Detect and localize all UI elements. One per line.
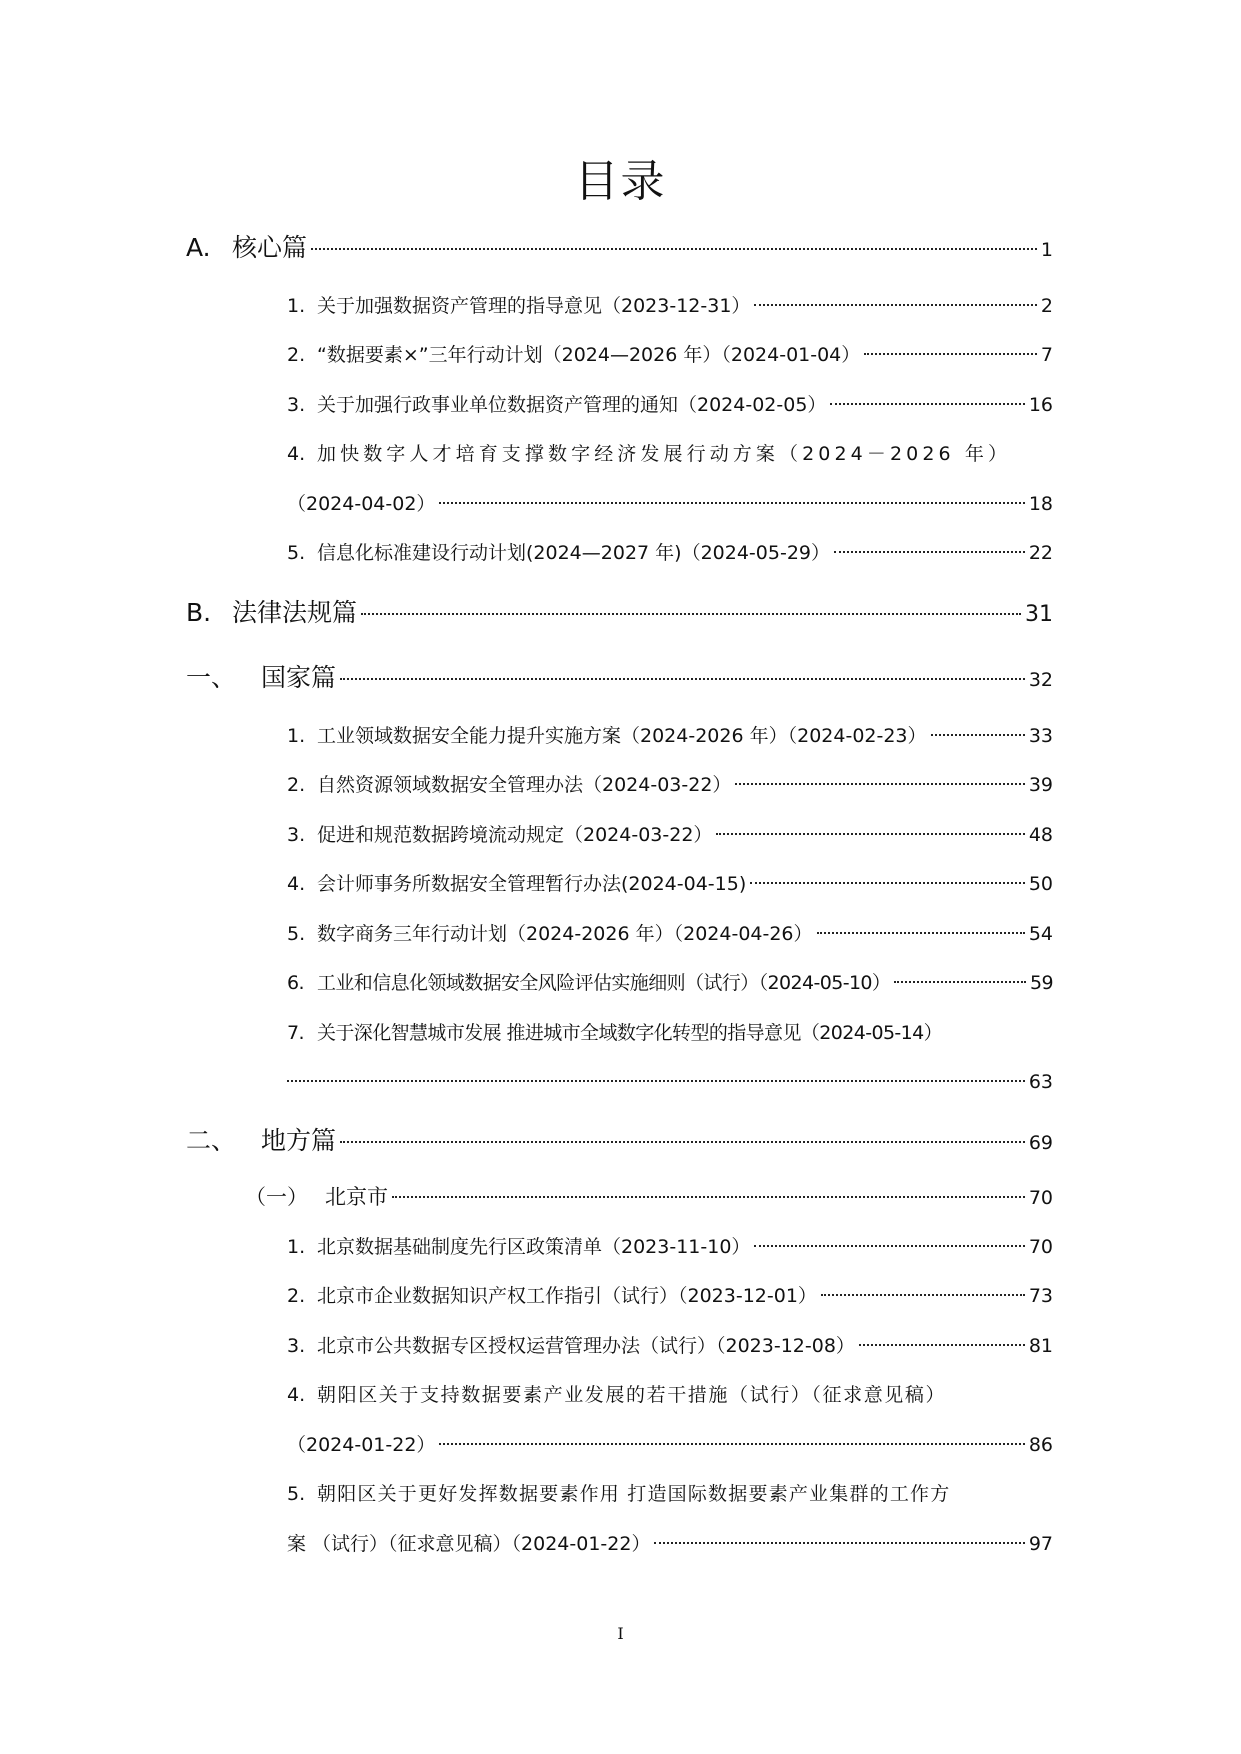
- dot-leader: [817, 932, 1025, 934]
- dot-leader: [821, 1294, 1025, 1296]
- entry-number: 4.: [287, 873, 306, 895]
- entry-title: 北京数据基础制度先行区政策清单（2023-11-10）: [317, 1236, 751, 1258]
- page-ref: 22: [1028, 542, 1053, 564]
- entry-number: 3.: [287, 1335, 306, 1357]
- toc-entry[interactable]: [287, 1232, 1053, 1262]
- entry-title: 信息化标准建设行动计划(2024—2027 年)（2024-05-29）: [317, 542, 830, 564]
- entry-title: 自然资源领域数据安全管理办法（2024-03-22）: [317, 774, 732, 796]
- toc-entry[interactable]: [287, 1281, 1053, 1311]
- entry-title: 北京市企业数据知识产权工作指引（试行）（2023-12-01）: [317, 1285, 817, 1307]
- toc-entry[interactable]: [287, 919, 1053, 949]
- entry-title: 数字商务三年行动计划（2024-2026 年）（2024-04-26）: [317, 923, 813, 945]
- entry-title: “数据要素×”三年行动计划（2024—2026 年）（2024-01-04）: [317, 344, 861, 366]
- section-title: 法律法规篇: [232, 598, 358, 627]
- toc-entry-wrapped[interactable]: [287, 1380, 1053, 1410]
- page-ref: 18: [1028, 493, 1053, 515]
- page-ref: 63: [1028, 1071, 1053, 1093]
- dot-leader: [439, 1443, 1024, 1445]
- dot-leader: [894, 981, 1026, 983]
- toc-chapter-national[interactable]: [186, 660, 1053, 698]
- dot-leader: [311, 248, 1037, 250]
- dot-leader: [361, 613, 1021, 615]
- page-ref: 81: [1028, 1335, 1053, 1357]
- toc-entry[interactable]: [287, 869, 1053, 899]
- toc-entry[interactable]: [287, 340, 1053, 370]
- entry-title: 北京市公共数据专区授权运营管理办法（试行）（2023-12-08）: [317, 1335, 855, 1357]
- page-ref: 97: [1028, 1533, 1053, 1555]
- page-ref: 32: [1028, 669, 1053, 691]
- page-ref: 59: [1030, 972, 1053, 994]
- toc-section-a[interactable]: [186, 230, 1053, 268]
- chapter-label: 一、: [186, 663, 237, 692]
- entry-number: 5.: [287, 1483, 306, 1505]
- toc-subchapter-beijing[interactable]: [245, 1181, 1053, 1214]
- page-title: 目录: [574, 156, 667, 207]
- entry-title: 朝阳区关于支持数据要素产业发展的若干措施（试行）（征求意见稿）: [317, 1384, 947, 1406]
- entry-title-cont: （2024-01-22）: [287, 1434, 436, 1456]
- entry-number: 7.: [287, 1022, 304, 1044]
- toc-entry-wrapped[interactable]: [287, 439, 1053, 469]
- toc-entry-continuation[interactable]: [287, 489, 1053, 519]
- entry-number: 6.: [287, 972, 304, 994]
- entry-title: 加快数字人才培育支撑数字经济发展行动方案（2024－2026 年）: [317, 443, 1012, 465]
- toc-entry-continuation[interactable]: [287, 1067, 1053, 1097]
- entry-title: 会计师事务所数据安全管理暂行办法(2024-04-15): [317, 873, 747, 895]
- dot-leader: [931, 734, 1025, 736]
- dot-leader: [340, 678, 1025, 680]
- toc-entry[interactable]: [287, 538, 1053, 568]
- chapter-label: 二、: [186, 1126, 237, 1155]
- dot-leader: [716, 833, 1024, 835]
- page-ref: 33: [1028, 725, 1053, 747]
- subchapter-title: 北京市: [325, 1185, 388, 1209]
- toc-entry-continuation[interactable]: [287, 1430, 1053, 1460]
- entry-number: 3.: [287, 394, 306, 416]
- page-number: I: [617, 1624, 624, 1643]
- entry-title-cont: （2024-04-02）: [287, 493, 436, 515]
- entry-number: 3.: [287, 824, 306, 846]
- toc-entry[interactable]: [287, 820, 1053, 850]
- dot-leader: [392, 1196, 1025, 1198]
- entry-number: 2.: [287, 774, 306, 796]
- dot-leader: [340, 1141, 1025, 1143]
- page-ref: 86: [1028, 1434, 1053, 1456]
- toc-entry[interactable]: [287, 770, 1053, 800]
- page-ref: 39: [1028, 774, 1053, 796]
- toc-entry[interactable]: [287, 291, 1053, 321]
- page-ref: 2: [1040, 295, 1053, 317]
- entry-title: 关于加强行政事业单位数据资产管理的通知（2024-02-05）: [317, 394, 827, 416]
- dot-leader: [750, 882, 1025, 884]
- dot-leader: [287, 1080, 1025, 1082]
- toc-entry[interactable]: [287, 1331, 1053, 1361]
- page-ref: 1: [1040, 239, 1053, 261]
- entry-number: 1.: [287, 725, 306, 747]
- chapter-title: 国家篇: [261, 663, 337, 692]
- toc-entry[interactable]: [287, 721, 1053, 751]
- toc-entry[interactable]: [287, 390, 1053, 420]
- dot-leader: [439, 502, 1024, 504]
- page-ref: 69: [1028, 1132, 1053, 1154]
- dot-leader: [834, 551, 1025, 553]
- toc-entry-continuation[interactable]: [287, 1529, 1053, 1559]
- entry-number: 1.: [287, 295, 306, 317]
- dot-leader: [864, 353, 1037, 355]
- section-title: 核心篇: [232, 233, 308, 262]
- page-ref: 48: [1028, 824, 1053, 846]
- entry-number: 1.: [287, 1236, 306, 1258]
- dot-leader: [654, 1542, 1024, 1544]
- page-ref: 50: [1028, 873, 1053, 895]
- entry-title: 工业和信息化领域数据安全风险评估实施细则（试行）（2024-05-10）: [317, 972, 891, 994]
- section-label: B.: [186, 598, 212, 627]
- toc-entry[interactable]: [287, 968, 1053, 998]
- toc-chapter-local[interactable]: [186, 1123, 1053, 1161]
- dot-leader: [754, 1245, 1024, 1247]
- chapter-title: 地方篇: [261, 1126, 337, 1155]
- page-ref: 70: [1028, 1187, 1053, 1209]
- dot-leader: [830, 403, 1024, 405]
- entry-title-cont: 案 （试行）（征求意见稿）（2024-01-22）: [287, 1533, 651, 1555]
- page-ref: 31: [1025, 602, 1053, 627]
- entry-number: 5.: [287, 542, 306, 564]
- dot-leader: [735, 783, 1024, 785]
- entry-number: 4.: [287, 1384, 306, 1406]
- dot-leader: [859, 1344, 1025, 1346]
- entry-title: 关于加强数据资产管理的指导意见（2023-12-31）: [317, 295, 751, 317]
- page-ref: 73: [1028, 1285, 1053, 1307]
- entry-number: 5.: [287, 923, 306, 945]
- entry-number: 4.: [287, 443, 306, 465]
- dot-leader: [754, 304, 1036, 306]
- entry-title: 关于深化智慧城市发展 推进城市全域数字化转型的指导意见（2024-05-14）: [317, 1022, 943, 1044]
- subchapter-label: （一）: [245, 1185, 308, 1209]
- toc-section-b[interactable]: [186, 595, 1053, 633]
- entry-number: 2.: [287, 344, 306, 366]
- entry-title: 工业领域数据安全能力提升实施方案（2024-2026 年）（2024-02-23）: [317, 725, 927, 747]
- entry-number: 2.: [287, 1285, 306, 1307]
- page-ref: 54: [1028, 923, 1053, 945]
- entry-title: 促进和规范数据跨境流动规定（2024-03-22）: [317, 824, 713, 846]
- section-label: A.: [186, 233, 211, 262]
- page-ref: 7: [1040, 344, 1053, 366]
- toc-entry-wrapped[interactable]: [287, 1479, 1053, 1509]
- toc-entry-wrapped[interactable]: [287, 1018, 1071, 1048]
- entry-title: 朝阳区关于更好发挥数据要素作用 打造国际数据要素产业集群的工作方: [317, 1483, 951, 1505]
- page-ref: 70: [1028, 1236, 1053, 1258]
- page-ref: 16: [1028, 394, 1053, 416]
